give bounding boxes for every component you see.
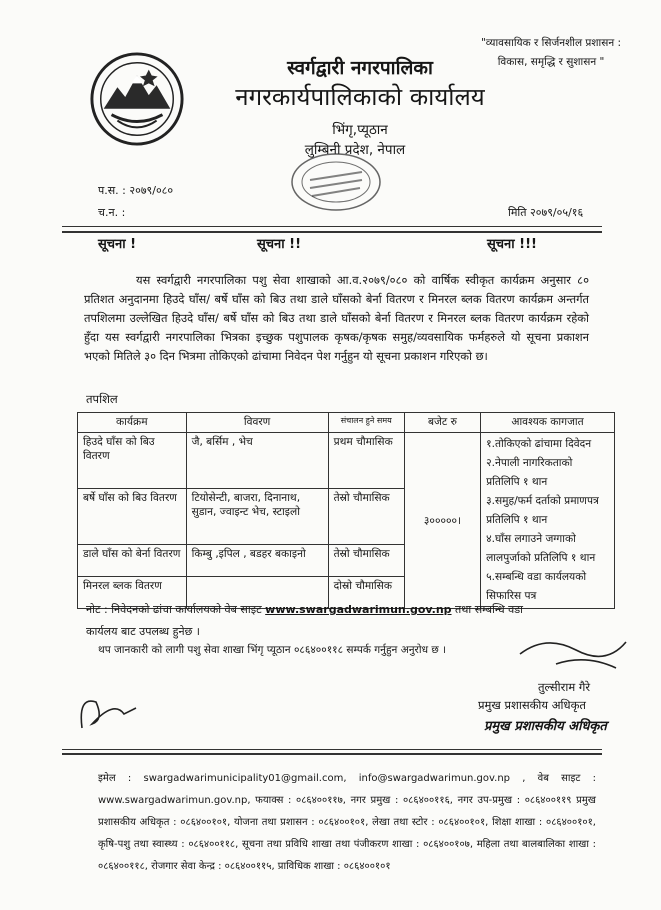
email-link[interactable]: swargadwarimunicipality01@gmail.com,	[143, 773, 347, 784]
required-doc-item: १.तोकिएको ढांचामा दिवेदन	[486, 438, 592, 450]
program-cell: मिनरल ब्लक वितरण	[78, 576, 187, 608]
program-table	[77, 412, 615, 609]
required-doc-item: २.नेपाली नागरिकताको प्रतिलिपि १ थान	[486, 457, 573, 488]
column-header: आवश्यक कागजात	[481, 413, 615, 433]
address-line-2: लुम्बिनी प्रदेश, नेपाल	[304, 142, 406, 158]
office-name: नगरकार्यपालिकाको कार्यालय	[235, 83, 485, 111]
footer-divider	[62, 749, 602, 750]
address-line-1: भिंगृ,प्यूठान	[332, 122, 388, 138]
notice-heading-1: सूचना !	[98, 237, 137, 252]
table-header-row	[78, 413, 615, 433]
notice-heading-2: सूचना !!	[257, 237, 302, 252]
phone-directory: फयाक्स : ०८६४००११७, नगर प्रमुख : ०८६४००११६, नगर उप-प्रमुख : ०८६४००११९ प्रमुख प्रशासकीय अधिकृत : ०८६४००१०१, योजना तथा प्रशासन : ०८६४००१०१, लेखा तथा स्टोर : ०८६४००१०१, शिक्षा शाखा : ०८६४००१०१, कृषि-पशु तथा स्वास्थ्य : ०८६४००११८, सूचना तथा प्रविधि शाखा तथा पंजीकरण शाखा : ०८६४००१०७, महिला तथा बालबालिका शाखा : ०८६४००११८, रोजगार सेवा केन्द्र : ०८६४००११५, प्राविधिक शाखा : ०८६४००१०१	[98, 795, 596, 872]
notice-body: यस स्वर्गद्वारी नगरपालिका पशु सेवा शाखाको आ.व.२०७९/०८० को वार्षिक स्वीकृत कार्यक्रम अनुसार ८० प्रतिशत अनुदानमा हिउदे घाँस/ बर्षे घाँस को बिउ तथा डाले घाँसको बेर्ना वितरण र मिनरल ब्लक वितरण कार्यक्रम अन्तर्गत तपशिलमा उल्लेखित हिउदे घाँस/ बर्षे घाँस को बिउ तथा डाले घाँसको बेर्ना वितरण र मिनरल ब्लक वितरण कार्यक्रम रहेको हुँदा यस स्वर्गद्वारी नगरपालिका भित्रका इच्छुक पशुपालक कृषक/कृषक समुह/व्यवसायिक फर्महरुले यो सूचना प्रकाशन भएको मितिले ३० दिन भित्रमा तोकिएको ढांचामा निवेदन पेश गर्नुहुन यो सूचना प्रकाशन गरिएको छ।	[84, 273, 589, 363]
date: मिति २०७९/०५/१६	[508, 206, 584, 219]
contact-info: थप जानकारी को लागी पशु सेवा शाखा भिंगृ प्यूठान ०८६४००११८ सम्पर्क गर्नुहुन अनुरोध छ ।	[98, 644, 447, 656]
website-label: वेब साइट :	[537, 773, 597, 784]
details-cell: टियोसेन्टी, बाजरा, दिनानाथ, सुडान, ज्वाइन्ट भेच, स्टाइलो	[186, 488, 328, 544]
note-prefix: नोट : निवेदनको ढांचा कार्यालयको वेब साइट	[86, 603, 262, 616]
column-header: कार्यक्रम	[78, 413, 187, 433]
required-doc-item: ३.समुह/फर्म दर्ताको प्रमाणपत्र प्रतिलिपि १ थान	[486, 495, 599, 526]
column-header: बजेट रु	[404, 413, 480, 433]
required-doc-item: ४.घाँस लगाउने जग्गाको लालपुर्जाको प्रतिलिपि १ थान	[486, 533, 596, 564]
program-cell: हिउदे घाँस को बिउ वितरण	[78, 433, 187, 489]
municipality-name: स्वर्गद्वारी नगरपालिका	[287, 57, 433, 79]
footer-divider-thick	[62, 753, 602, 755]
website-link[interactable]: www.swargadwarimun.gov.np	[265, 603, 452, 616]
website-link[interactable]: www.swargadwarimun.gov.np,	[98, 795, 251, 806]
office-stamp-icon	[288, 150, 384, 214]
required-docs-cell	[481, 433, 615, 609]
footer-contacts	[98, 768, 596, 878]
signatory-designation: प्रमुख प्रशासकीय अधिकृत	[478, 698, 586, 712]
time-cell: दोस्रो चौमासिक	[328, 576, 404, 608]
dispatch-number: च.न. :	[98, 206, 126, 219]
details-cell: किम्बु ,इपिल , बडहर बकाइनो	[186, 544, 328, 576]
details-cell: जै, बर्सिम , भेच	[186, 433, 328, 489]
motto-line-2: विकास, समृद्धि र सुशासन "	[497, 56, 605, 68]
program-cell: बर्षे घाँस को बिउ वितरण	[78, 488, 187, 544]
signatory-name: तुल्सीराम गैरे	[538, 680, 591, 694]
details-label: तपशिल	[86, 392, 118, 406]
email-label: इमेल :	[98, 773, 132, 784]
note-suffix: तथा सम्बन्धि वडा कार्यलय बाट उपलब्ध हुनेछ ।	[86, 603, 523, 638]
notice-heading-3: सूचना !!!	[487, 237, 537, 252]
municipality-emblem-icon	[88, 50, 186, 148]
column-header: विवरण	[186, 413, 328, 433]
handwritten-signature-icon	[74, 690, 144, 735]
time-cell: तेस्रो चौमासिक	[328, 488, 404, 544]
designation-stamp: प्रमुख प्रशासकीय अधिकृत	[484, 719, 607, 734]
column-header: संचालन हुने समय	[328, 413, 404, 433]
motto-line-1: "व्यावसायिक र सिर्जनशील प्रशासन :	[480, 37, 622, 49]
table-row	[78, 433, 615, 489]
header-divider	[62, 226, 602, 227]
budget-cell: ३०००००।	[404, 433, 480, 609]
email-link[interactable]: info@swargadwarimun.gov.np ,	[358, 773, 526, 784]
required-doc-item: ५.सम्बन्धि वडा कार्यलयको सिफारिस पत्र	[486, 571, 587, 602]
header-divider-thick	[62, 231, 602, 233]
handwritten-signature-icon	[516, 624, 636, 674]
time-cell: प्रथम चौमासिक	[328, 433, 404, 489]
time-cell: तेस्रो चौमासिक	[328, 544, 404, 576]
letter-number: प.स. : २०७९/०८०	[98, 184, 174, 197]
program-cell: डाले घाँस को बेर्ना वितरण	[78, 544, 187, 576]
note	[86, 599, 546, 643]
